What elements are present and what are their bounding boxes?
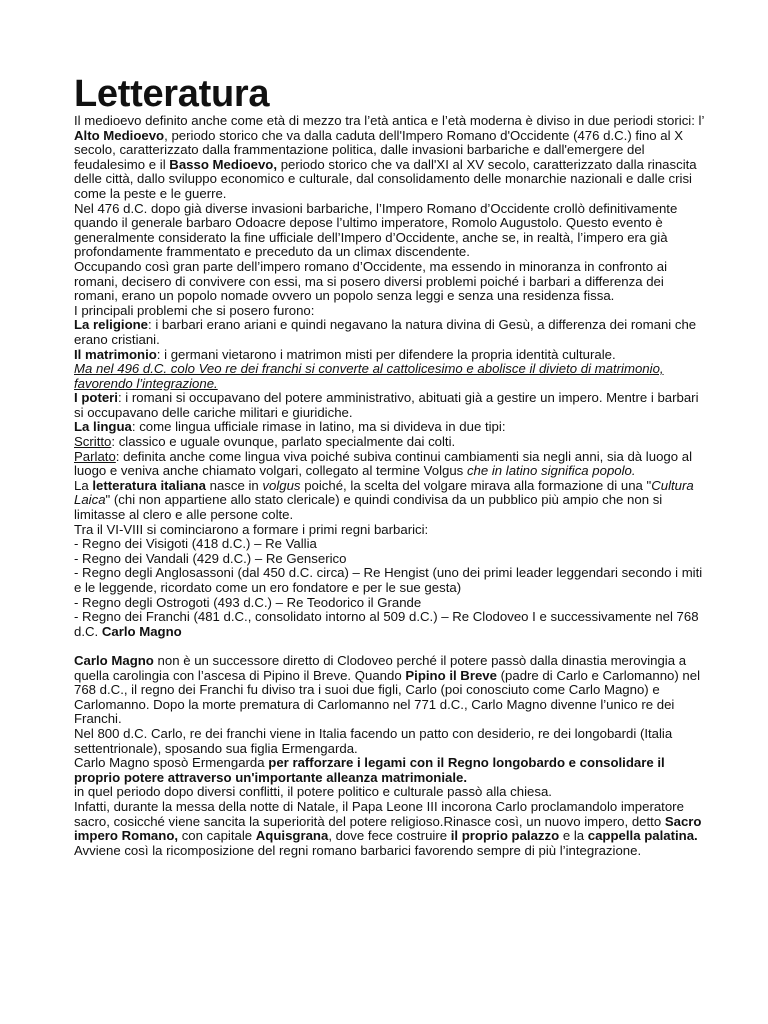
paragraph xyxy=(74,596,704,611)
text-run: I poteri xyxy=(74,390,118,406)
text-run: I principali problemi che si posero furono: xyxy=(74,302,315,318)
paragraph xyxy=(74,785,704,800)
text-run: non è un successore diretto di Clodoveo perché il potere passò dalla dinastia merovingia a quella carolingia con l’ascesa di Pipino il Breve. Quando xyxy=(74,652,687,683)
document-body xyxy=(74,114,704,858)
text-run: La religione xyxy=(74,317,149,333)
text-run: La lingua xyxy=(74,419,132,435)
paragraph xyxy=(74,114,704,202)
text-run: e la xyxy=(559,828,588,844)
paragraph xyxy=(74,435,704,450)
text-run: Nel 800 d.C. Carlo, re dei franchi viene in Italia facendo un patto con desiderio, re dei longobardi (Italia settentrionale), sposando sua figlia Ermengarda. xyxy=(74,725,673,756)
text-run: Cultura Laica xyxy=(74,477,694,508)
paragraph xyxy=(74,450,704,479)
text-run: : definita anche come lingua viva poiché subiva continui cambiamenti sia negli anni, sia dà luogo al luogo e veniva anche chiamato volgari, collegato al termine Volgus xyxy=(74,448,693,479)
text-run: - Regno dei Franchi (481 d.C., consolidato intorno al 509 d.C.) – Re Clodoveo I e successivamente nel 768 d.C. xyxy=(74,609,699,639)
text-run: Carlo Magno xyxy=(74,652,154,668)
text-run: volgus xyxy=(262,477,301,493)
paragraph xyxy=(74,202,704,260)
text-run: Avviene così la ricomposizione del regni romano barbarici favorendo sempre di più l’integrazione. xyxy=(74,842,642,858)
text-run: Nel 476 d.C. dopo già diverse invasioni barbariche, l’Impero Romano d’Occidente crollò definitivamente quando il generale barbaro Odoacre depose l’ultimo imperatore, Romolo Augustolo. Questo evento è generalmente considerato la fine ufficiale dell’Impero d’Occidente, anche se, in realtà, l’impero era già profondamente frammentato e preceduto da un climax discendente. xyxy=(74,200,678,260)
paragraph xyxy=(74,727,704,756)
text-run: Carlo Magno sposò Ermengarda xyxy=(74,755,269,771)
text-run: per rafforzare i legami con il Regno longobardo e consolidare il proprio potere attraverso un'importante alleanza matrimoniale. xyxy=(74,755,665,785)
paragraph xyxy=(74,318,704,347)
text-run: , periodo storico che va dalla caduta dell'Impero Romano d'Occidente (476 d.C.) fino al X secolo, caratterizzato dalla frammentazione politica, dalle invasioni barbariche e dall'emergere del feudalesimo e il xyxy=(74,127,684,172)
paragraph-gap xyxy=(74,639,704,654)
text-run: : come lingua ufficiale rimase in latino, ma si divideva in due tipi: xyxy=(131,419,506,435)
paragraph xyxy=(74,537,704,552)
text-run: Alto Medioevo xyxy=(74,127,165,143)
text-run: Tra il VI-VIII si cominciarono a formare i primi regni barbarici: xyxy=(74,521,429,537)
text-run: Pipino il Breve xyxy=(405,667,497,683)
paragraph xyxy=(74,610,704,639)
paragraph xyxy=(74,479,704,523)
paragraph xyxy=(74,304,704,319)
text-run: poiché, la scelta del volgare mirava alla formazione di una " xyxy=(300,477,652,493)
text-run: il proprio palazzo xyxy=(450,828,560,844)
paragraph xyxy=(74,362,704,391)
text-run: - Regno dei Vandali (429 d.C.) – Re Genserico xyxy=(74,550,347,566)
text-run: Carlo Magno xyxy=(101,623,182,639)
paragraph xyxy=(74,391,704,420)
text-run: (padre di Carlo e Carlomanno) nel 768 d.C., il regno dei Franchi fu diviso tra i suoi due figli, Carlo (poi conosciuto come Carlo Magno) e Carlomanno. Dopo la morte prematura di Carlomanno nel 771 d.C., Carlo Magno divenne l’unico re dei Franchi. xyxy=(74,667,701,727)
text-run: letteratura italiana xyxy=(92,477,206,493)
document-page xyxy=(74,74,704,858)
text-run: Ma nel 496 d.C. colo Veo re dei franchi si converte al cattolicesimo e abolisce il divieto di matrimonio, favorendo l’integrazione. xyxy=(74,361,664,391)
paragraph xyxy=(74,420,704,435)
paragraph xyxy=(74,844,704,859)
text-run: cappella palatina. xyxy=(587,828,698,844)
text-run: Aquisgrana xyxy=(255,828,329,844)
text-run: " (chi non appartiene allo stato clericale) e quindi condivisa da un pubblico più ampio che non si limitasse al clero e alle persone colte. xyxy=(74,492,663,523)
text-run: Scritto xyxy=(74,434,112,450)
text-run: Infatti, durante la messa della notte di Natale, il Papa Leone III incorona Carlo proclamandolo imperatore sacro, cosicché viene sancita la superiorità del potere religioso.Rinasce così, un nuovo impero, detto xyxy=(74,798,684,829)
paragraph xyxy=(74,260,704,304)
text-run: : classico e uguale ovunque, parlato specialmente dai colti. xyxy=(111,434,456,450)
text-run: Basso Medioevo, xyxy=(169,156,278,172)
text-run: nasce in xyxy=(205,477,263,493)
text-run: periodo storico che va dall'XI al XV secolo, caratterizzato dalla rinascita delle città, dallo sviluppo economico e culturale, dal consolidamento delle monarchie nazionali e dalle crisi come la peste e le guerre. xyxy=(74,156,697,201)
text-run: : i barbari erano ariani e quindi negavano la natura divina di Gesù, a differenza dei romani che erano cristiani. xyxy=(74,317,697,347)
paragraph xyxy=(74,523,704,538)
text-run: : i germani vietarono i matrimon misti per difendere la propria identità culturale. xyxy=(156,346,616,362)
paragraph xyxy=(74,348,704,363)
paragraph xyxy=(74,552,704,567)
paragraph xyxy=(74,566,704,595)
text-run: Parlato xyxy=(74,448,116,464)
paragraph xyxy=(74,654,704,727)
text-run: Il matrimonio xyxy=(74,346,157,362)
document-title: Letteratura xyxy=(74,73,270,115)
text-run: - Regno degli Ostrogoti (493 d.C.) – Re Teodorico il Grande xyxy=(74,594,422,610)
text-run: che in latino significa popolo. xyxy=(466,463,636,479)
text-run: Il medioevo definito anche come età di mezzo tra l’età antica e l’età moderna è diviso in due periodi storici: l’ xyxy=(74,113,704,128)
text-run: Sacro impero Romano, xyxy=(74,813,702,844)
text-run: con capitale xyxy=(178,828,256,844)
text-run: La xyxy=(74,477,93,493)
paragraph xyxy=(74,756,704,785)
paragraph xyxy=(74,800,704,844)
text-run: in quel periodo dopo diversi conflitti, il potere politico e culturale passò alla chiesa. xyxy=(74,784,552,800)
text-run: - Regno degli Anglosassoni (dal 450 d.C. circa) – Re Hengist (uno dei primi leader leggendari secondo i miti e le leggende, ricordato come un ero fondatore e per le sue gesta) xyxy=(74,565,703,595)
text-run: , dove fece costruire xyxy=(328,828,451,844)
text-run: Occupando così gran parte dell’impero romano d’Occidente, ma essendo in minoranza in confronto ai romani, decisero di convivere con essi, ma si posero diversi problemi poiché i barbari a differenza dei romani, erano un popolo nomade ovvero un popolo senza leggi e senza una residenza fissa. xyxy=(74,258,668,304)
text-run: : i romani si occupavano del potere amministrativo, abituati già a gestire un impero. Mentre i barbari si occupavano delle cariche militari e giuridiche. xyxy=(74,390,699,420)
text-run: - Regno dei Visigoti (418 d.C.) – Re Vallia xyxy=(74,536,317,552)
